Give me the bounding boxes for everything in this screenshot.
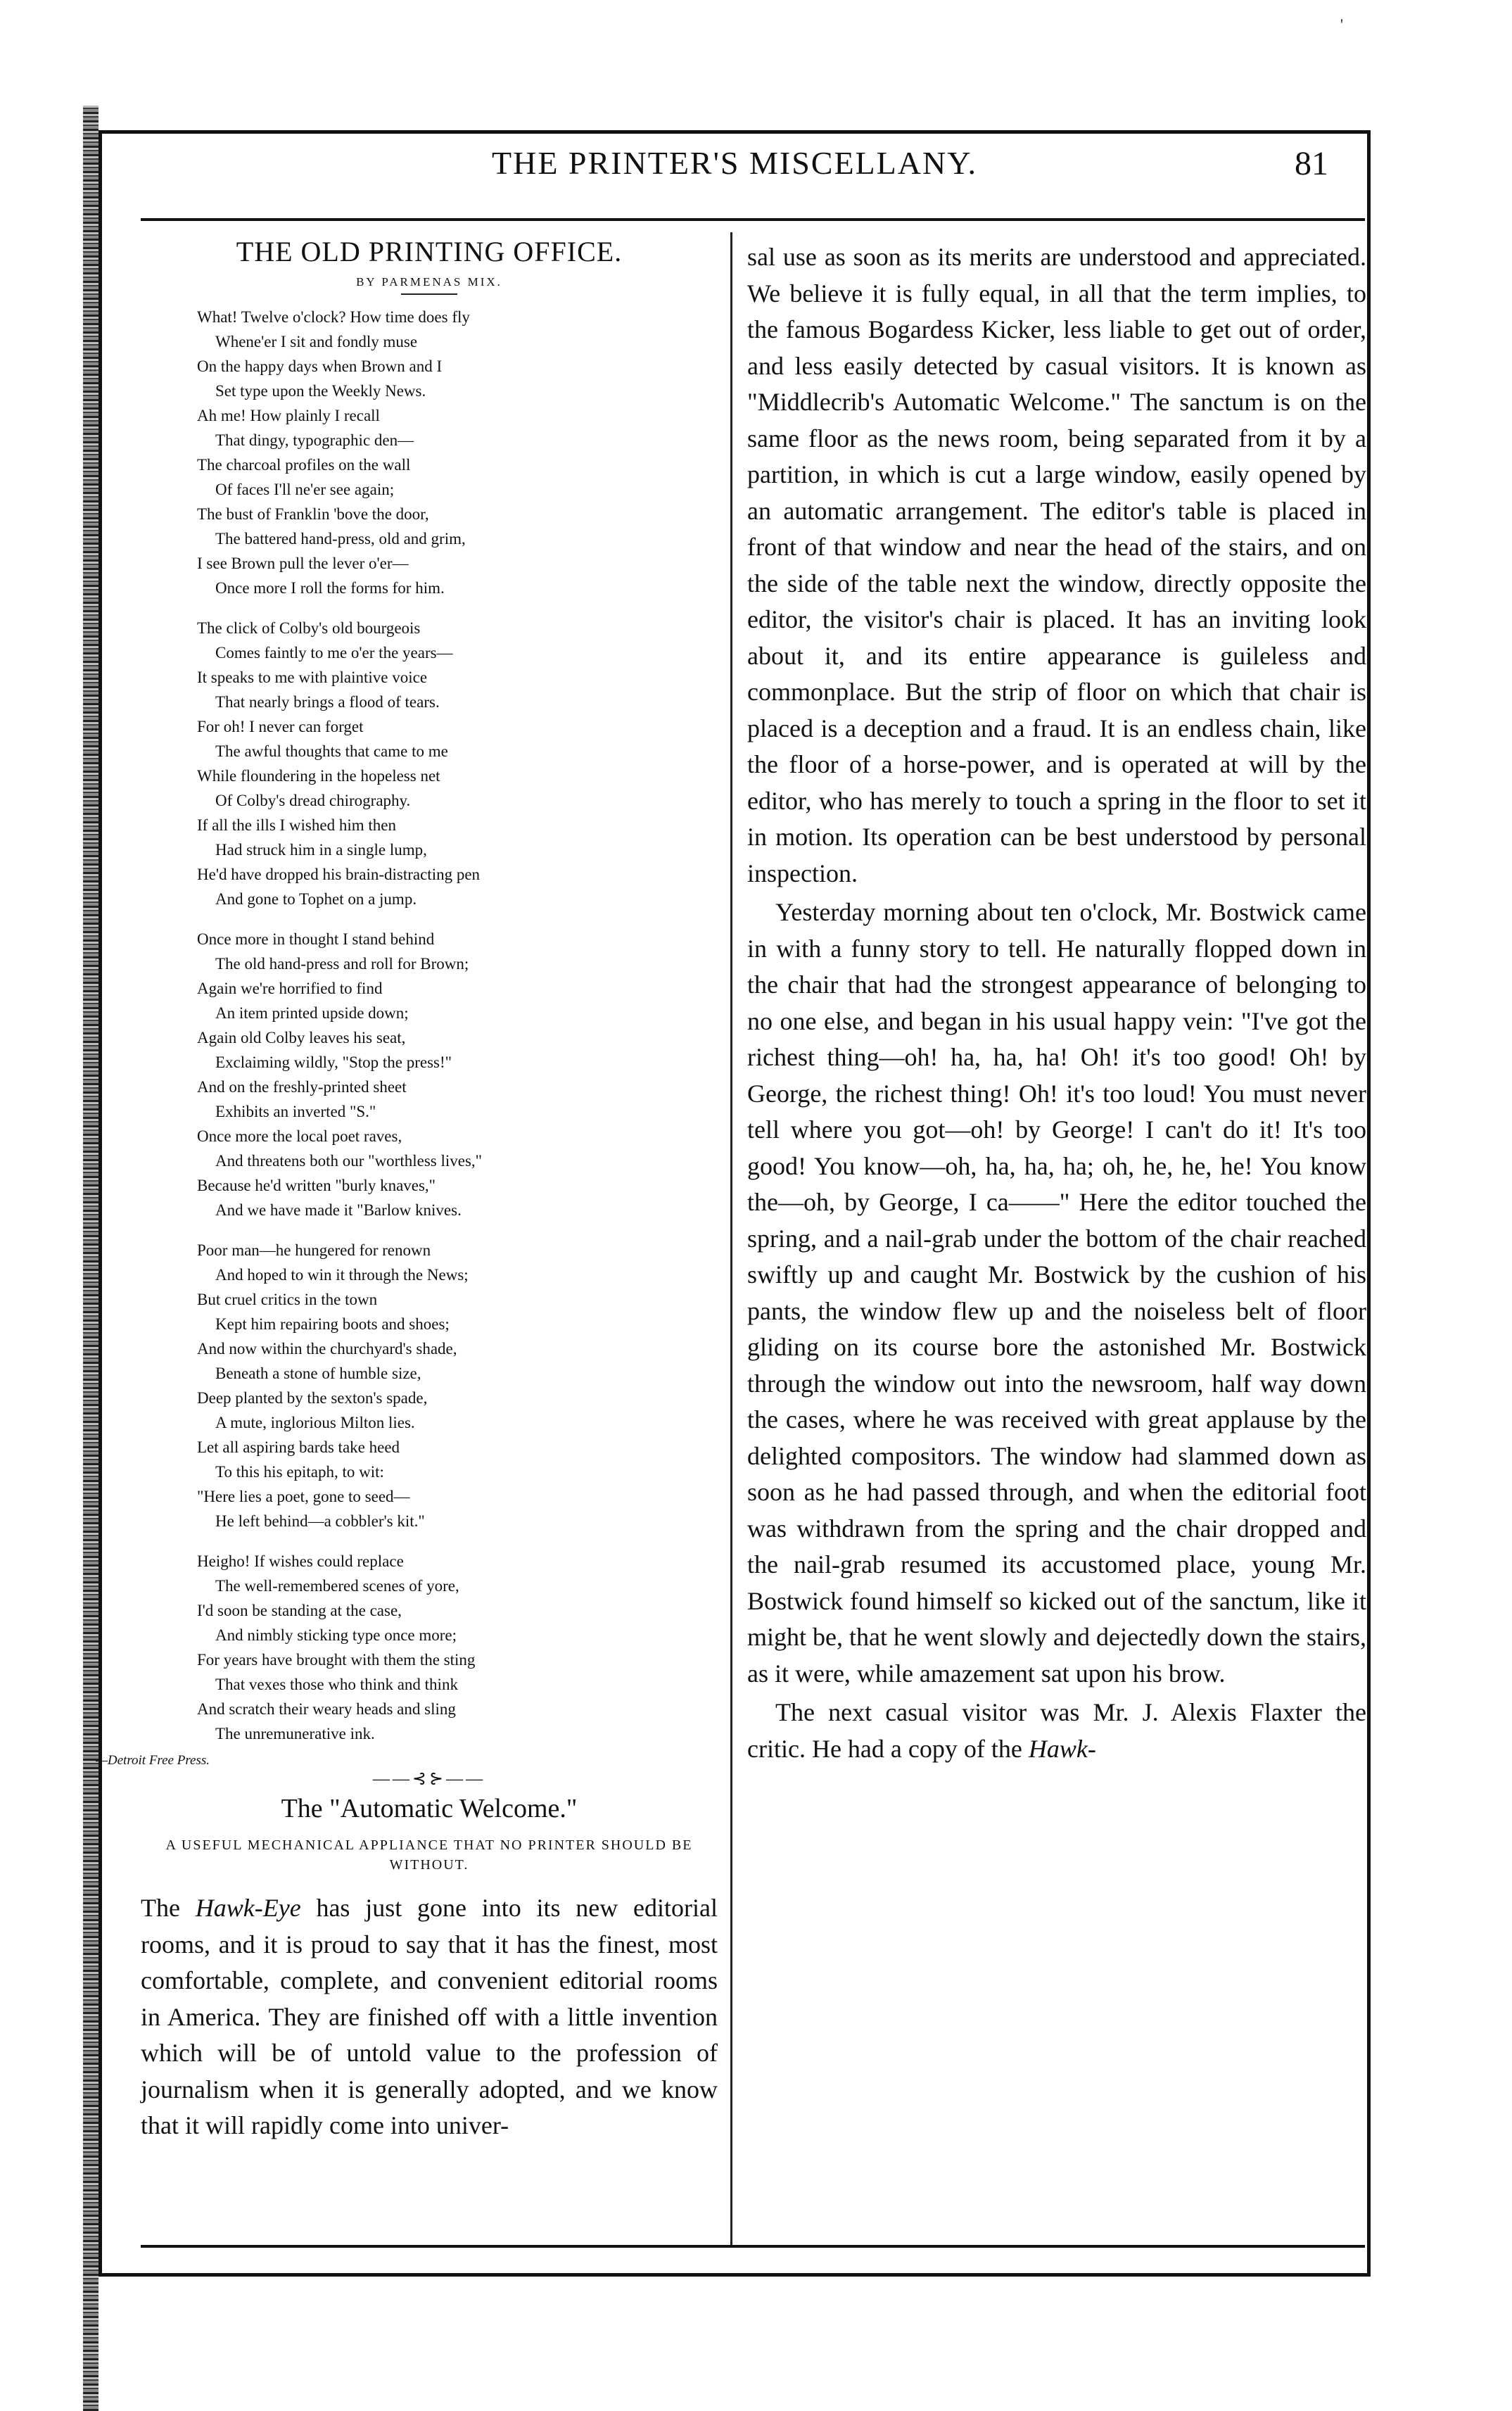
poem-title: THE OLD PRINTING OFFICE. [236,236,623,267]
poem-line: The unremunerative ink. [215,1725,375,1742]
poem-line: Once more in thought I stand behind [197,930,435,948]
poem-line: The well-remembered scenes of yore, [215,1577,459,1595]
poem-line: A mute, inglorious Milton lies. [215,1414,415,1431]
poem-line: And scratch their weary heads and sling [197,1700,456,1718]
poem-line: Comes faintly to me o'er the years— [215,644,453,662]
poem-line: Because he'd written "burly knaves," [197,1177,436,1194]
poem-line: Again old Colby leaves his seat, [197,1029,406,1046]
poem-line: And we have made it "Barlow knives. [215,1201,462,1219]
poem-line: Had struck him in a single lump, [215,841,427,859]
poem-line: Kept him repairing boots and shoes; [215,1315,450,1333]
footer-rule [141,2245,1365,2248]
poem-line: The battered hand-press, old and grim, [215,530,466,548]
poem-line: That dingy, typographic den— [215,431,414,449]
poem-line: The click of Colby's old bourgeois [197,619,421,637]
section-ornament: ——⊰⊱—— [372,1770,486,1788]
left-column [96,225,718,2144]
scan-binding-edge [83,106,99,2411]
poem-line: The bust of Franklin 'bove the door, [197,505,429,523]
article-subheading: A USEFUL MECHANICAL APPLIANCE THAT NO PRINTER SHOULD BE WITHOUT. [165,1837,693,1873]
poem-line: Set type upon the Weekly News. [215,382,426,400]
corner-mark: ' [1340,15,1343,33]
poem-line: He'd have dropped his brain-distracting pen [197,866,481,883]
poem-line: An item printed upside down; [215,1004,409,1022]
poem-line: Let all aspiring bards take heed [197,1438,400,1456]
poem-line: Of faces I'll ne'er see again; [215,481,395,498]
poem-credit: —Detroit Free Press. [96,1753,210,1768]
poem-line: To this his epitaph, to wit: [215,1463,384,1481]
article-paragraph: Yesterday morning about ten o'clock, Mr. Bostwick came in with a funny story to tell. He naturally flopped down in the chair that had the strongest appearance of belonging to no one else, and began in his usual happy vein: "I've got the richest thing—oh! ha, ha, ha! Oh! it's too good! Oh! by George, the richest thing! Oh! it's too loud! You must never tell where you got—oh! by George! I can't do it! It's too good! You know—oh, ha, ha, ha; oh, he, he, he! You know the—oh, by George, I ca——" Here the editor touched the spring, and a nail-grab under the bottom of the chair reached swiftly up and caught Mr. Bostwick by the cushion of his pants, the window flew up and the noiseless belt of floor gliding on its course bore the astonished Mr. Bostwick through the window out into the newsroom, half way down the cases, where he was received with great applause by the delighted compositors. The window had slammed down as soon as he had passed through, and when the editorial foot was withdrawn from the spring and the chair dropped and the nail-grab resumed its accustomed place, young Mr. Bostwick found himself so kicked out of the sanctum, like it might be, that he went slowly and dejectedly down the stairs, as it were, while amazement sat upon his brow. [747,898,1366,1688]
poem-line: Ah me! How plainly I recall [197,407,380,424]
article-paragraph [747,1695,1366,1767]
poem-stanza [197,616,718,911]
poem-line: Once more I roll the forms for him. [215,579,445,597]
poem-line: What! Twelve o'clock? How time does fly [197,308,470,326]
poem-line: Exhibits an inverted "S." [215,1103,376,1120]
poem-line: The awful thoughts that came to me [215,742,448,760]
poem-line: Beneath a stone of humble size, [215,1365,421,1382]
poem-line: That nearly brings a flood of tears. [215,693,440,711]
text-run: The [141,1894,196,1922]
poem-line: Poor man—he hungered for renown [197,1241,431,1259]
poem-line: He left behind—a cobbler's kit." [215,1512,425,1530]
poem-line: While floundering in the hopeless net [197,767,440,785]
poem-body [141,305,718,1746]
poem-line: On the happy days when Brown and I [197,357,443,375]
byline-rule [401,293,457,295]
poem-line: Again we're horrified to find [197,980,383,997]
column-divider [730,232,732,2245]
poem-line: Once more the local poet raves, [197,1127,402,1145]
poem-stanza [197,1238,718,1533]
poem-line: Deep planted by the sexton's spade, [197,1389,428,1407]
journal-title: THE PRINTER'S MISCELLANY. [492,145,977,181]
poem-line: Exclaiming wildly, "Stop the press!" [215,1053,452,1071]
poem-line: If all the ills I wished him then [197,816,396,834]
poem-byline: BY PARMENAS MIX. [356,275,502,289]
article-title: The "Automatic Welcome." [281,1794,578,1823]
poem-line: I'd soon be standing at the case, [197,1602,402,1619]
poem-line: And nimbly sticking type once more; [215,1626,457,1644]
poem-line: Of Colby's dread chirography. [215,792,411,809]
poem-line: I see Brown pull the lever o'er— [197,555,409,572]
poem-line: And threatens both our "worthless lives," [215,1152,483,1170]
poem-line: But cruel critics in the town [197,1291,378,1308]
text-run: The next casual visitor was Mr. J. Alexis Flaxter the critic. He had a copy of the [747,1698,1366,1763]
poem-line: And gone to Tophet on a jump. [215,890,417,908]
poem-line: And on the freshly-printed sheet [197,1078,407,1096]
poem-line: The charcoal profiles on the wall [197,456,411,474]
poem-line: "Here lies a poet, gone to seed— [197,1488,410,1505]
poem-stanza [197,305,718,600]
poem-stanza [197,1549,718,1746]
poem-line: The old hand-press and roll for Brown; [215,955,469,973]
poem-line: And hoped to win it through the News; [215,1266,469,1284]
article-paragraph-continued: sal use as soon as its merits are understood and appreciated. We believe it is fully equal, in all that the term implies, to the famous Bogardess Kicker, less liable to get out of order, and less easily detected by casual visitors. It is known as "Middlecrib's Automatic Welcome." The sanctum is on the same floor as the news room, being separated from it by a partition, in which is cut a large window, easily opened by an automatic arrangement. The editor's table is placed in front of that window and near the head of the stairs, and on the side of the table next the window, directly opposite the editor, the visitor's chair is placed. It has an inviting look about it, and its entire appearance is guileless and commonplace. But the strip of floor on which that chair is placed is a deception and a fraud. It is an endless chain, like the floor of a horse-power, and is operated at will by the editor, who has merely to touch a spring in the floor to set it in motion. Its operation can be best understood by personal inspection. [747,243,1366,887]
newspaper-name: Hawk-Eye [195,1894,301,1922]
poem-line: It speaks to me with plaintive voice [197,669,428,686]
right-column [747,239,1366,1767]
poem-line: Heigho! If wishes could replace [197,1552,404,1570]
poem-stanza [197,927,718,1222]
article-paragraph [141,1890,718,2144]
text-run: has just gone into its new editorial rooms, and it is proud to say that it has the finest, most comfortable, complete, and convenient editorial rooms in America. They are finished off with a little invention which will be of untold value to the profession of journalism when it is generally adopted, and we know that it will rapidly come into univer- [141,1894,718,2139]
running-head [99,144,1371,194]
poem-line: For oh! I never can forget [197,718,364,735]
poem-line: And now within the churchyard's shade, [197,1340,457,1358]
page-number: 81 [1295,145,1328,182]
poem-line: Whene'er I sit and fondly muse [215,333,418,350]
poem-line: For years have brought with them the sting [197,1651,476,1669]
poem-line: That vexes those who think and think [215,1676,458,1693]
newspaper-name: Hawk- [1028,1734,1096,1763]
header-rule [141,218,1365,221]
